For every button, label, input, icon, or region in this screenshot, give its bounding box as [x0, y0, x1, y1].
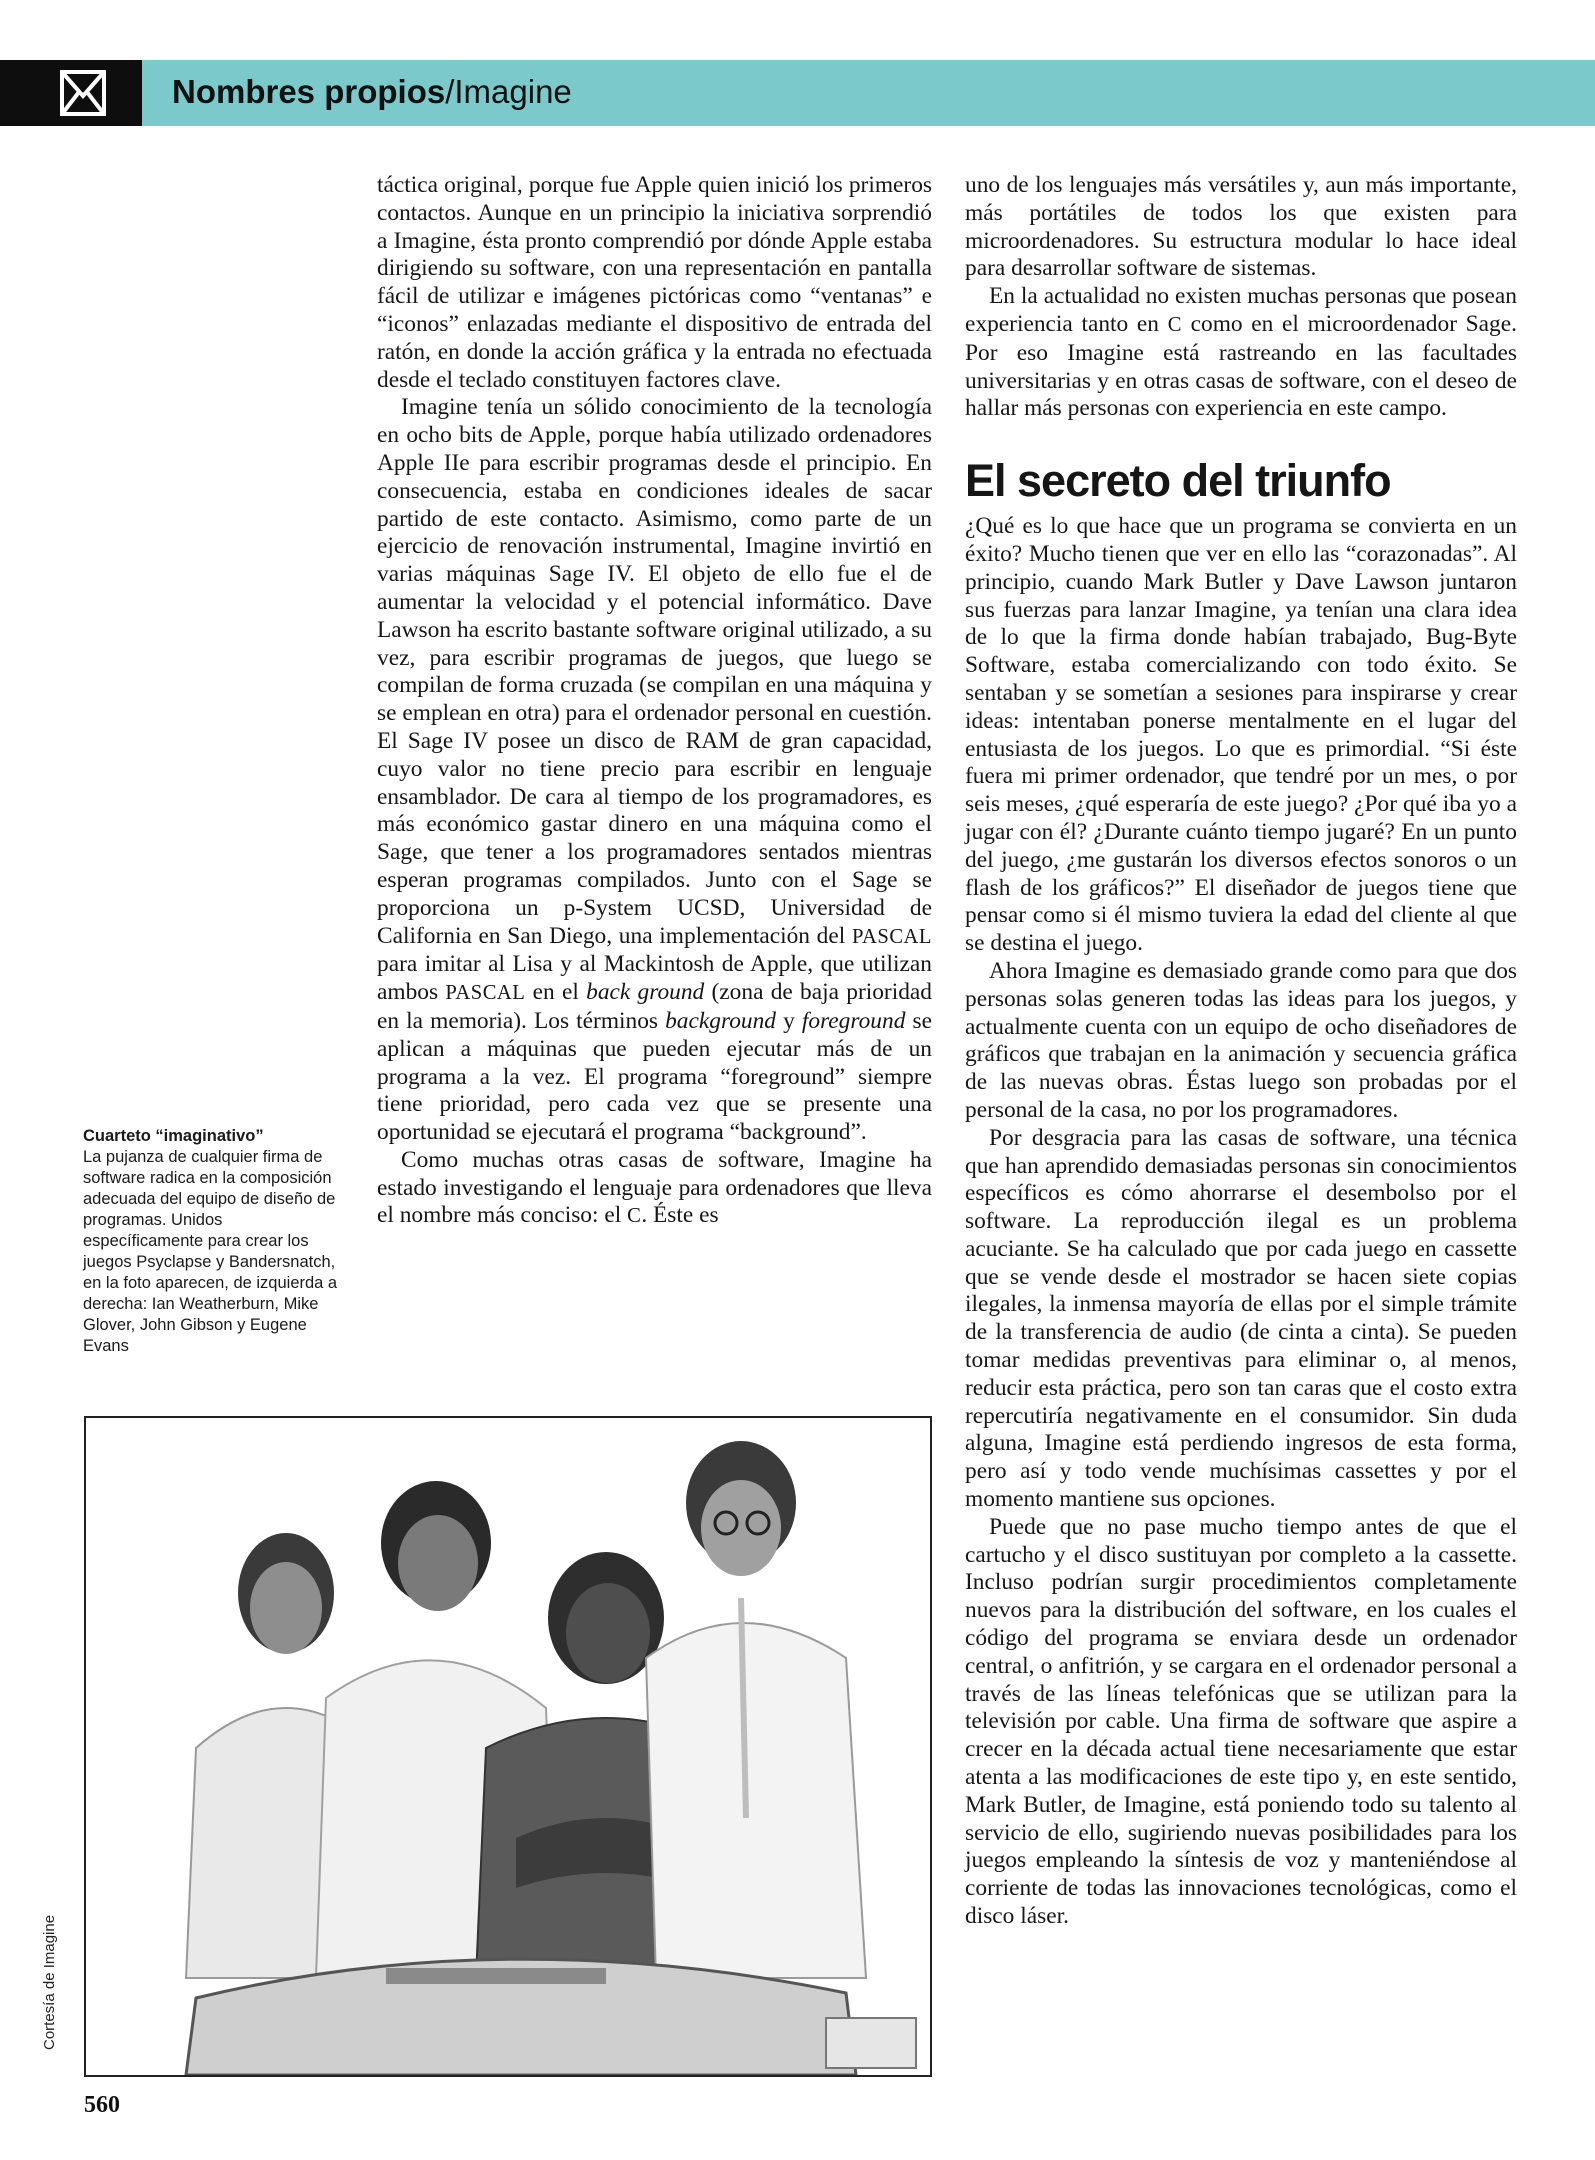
photo-caption — [83, 1126, 345, 1357]
header-subject: Imagine — [454, 73, 572, 110]
inline-term: background — [665, 1007, 776, 1034]
inline-term: PASCAL — [445, 982, 526, 1005]
caption-text: La pujanza de cualquier firma de software radica en la composición adecuada del equipo de diseño de programas. Unidos específicamente para crear los juegos Psyclapse y Bandersnatch, en la foto aparecen, de izquierda a derecha: Ian Weatherburn, Mike Glover, John Gibson y Eugene Evans — [83, 1148, 338, 1355]
header-separator: / — [445, 73, 455, 110]
paragraph-text: Como muchas otras casas de software, Imagine ha estado investigando el lenguaje para ordenadores que lleva el nombre más conciso: el — [377, 1146, 932, 1229]
paragraph-text: Imagine tenía un sólido conocimiento de la tecnología en ocho bits de Apple, porque había utilizado ordenadores Apple IIe para escribir programas desde el principio. En consecuencia, estaba en condiciones ideales de sacar partido de este contacto. Asimismo, como parte de un ejercicio de renovación instrumental, Imagine invirtió en varias máquinas Sage IV. El objeto de ello fue el de aumentar la velocidad y el potencial informático. Dave Lawson ha escrito bastante software original utilizado, a su vez, para escribir programas de juegos, que luego se compilan de forma cruzada (se compilan en una máquina y se emplean en otra) para el ordenador personal en cuestión. El Sage IV posee un disco de RAM de gran capacidad, cuyo valor no tiene precio para escribir en lenguaje ensamblador. De cara al tiempo de los programadores, es más económico gastar dinero en una máquina como el Sage, que tener a los programadores sentados mientras esperan programas compilados. Junto con el Sage se proporciona un p-System UCSD, Universidad de California en San Diego, una implementación del — [377, 394, 932, 949]
paragraph-text: En la actualidad no existen muchas personas que posean experiencia tanto en — [965, 283, 1517, 337]
inline-term: C — [627, 1205, 642, 1228]
section-heading: El secreto del triunfo — [965, 455, 1391, 507]
paragraph-text: en el — [532, 979, 579, 1006]
paragraph: Ahora Imagine es demasiado grande como para que dos personas solas generen todas las ideas para los juegos, y actualmente cuenta con un equipo de ocho diseñadores de gráficos que trabajan en la animación y secuencia gráfica de las nuevas obras. Éstas luego son probadas por el personal de la casa, no por los programadores. — [965, 957, 1517, 1123]
paragraph-text: y — [783, 1007, 795, 1034]
team-photo-illustration — [86, 1418, 930, 2075]
header-title — [172, 67, 572, 117]
header-icon-box — [0, 60, 142, 126]
paragraph — [377, 1147, 932, 1231]
envelope-icon — [60, 70, 106, 116]
header-section: Nombres propios — [172, 73, 446, 110]
inline-term: back ground — [586, 979, 705, 1006]
paragraph-text: para imitar al Lisa y al Mackintosh de Apple, que utilizan ambos — [377, 951, 932, 1006]
caption-title: Cuarteto “imaginativo” — [83, 1127, 264, 1145]
paragraph-text: . Éste es — [641, 1202, 719, 1229]
photo-credit: Cortesía de Imagine — [41, 1914, 58, 2050]
inline-term: C — [1167, 313, 1182, 336]
article-column-right — [965, 172, 1517, 1931]
inline-term: PASCAL — [851, 925, 932, 948]
paragraph — [377, 394, 932, 1147]
paragraph-text: como en el microordenador Sage. Por eso Imagine está rastreando en las facultades universitarias y en otras casas de software, con el deseo de hallar más personas con experiencia en este campo. — [965, 310, 1517, 422]
page-number: 560 — [84, 2092, 120, 2118]
article-column-middle — [377, 172, 932, 1231]
paragraph: táctica original, porque fue Apple quien inició los primeros contactos. Aunque en un principio la iniciativa sorprendió a Imagine, ésta pronto comprendió por dónde Apple estaba dirigiendo su software, con una representación en pantalla fácil de utilizar e imágenes pictóricas como “ventanas” e “iconos” enlazadas mediante el dispositivo de entrada del ratón, en donde la acción gráfica y la entrada no efectuada desde el teclado constituyen factores clave. — [377, 172, 932, 393]
paragraph-text: (zona de baja prioridad en la memoria). Los términos — [377, 979, 932, 1034]
paragraph: Puede que no pase mucho tiempo antes de que el cartucho y el disco sustituyan por completo a la cassette. Incluso podrían surgir procedimientos completamente nuevos para la distribución del software, en los cuales el código del programa se enviara desde un ordenador central, o anfitrión, y se cargara en el ordenador personal a través de las líneas telefónicas que se utilizan para la televisión por cable. Una firma de software que aspire a crecer en la década actual tiene necesariamente que estar atenta a las modificaciones de este tipo y, en este sentido, Mark Butler, de Imagine, está poniendo todo su talento al servicio de ello, sugiriendo nuevas posibilidades para los juegos empleando la síntesis de voz y manteniéndose al corriente de todas las innovaciones tecnológicas, como el disco láser. — [965, 1513, 1517, 1930]
paragraph: uno de los lenguajes más versátiles y, aun más importante, más portátiles de todos los que existen para microordenadores. Su estructura modular lo hace ideal para desarrollar software de sistemas. — [965, 172, 1517, 282]
paragraph: ¿Qué es lo que hace que un programa se convierta en un éxito? Mucho tienen que ver en ello las “corazonadas”. Al principio, cuando Mark Butler y Dave Lawson juntaron sus fuerzas para lanzar Imagine, ya tenían una clara idea de lo que la firma donde habían trabajado, Bug-Byte Software, estaba comercializando con todo éxito. Se sentaban y se sometían a sesiones para inspirarse y crear ideas: intentaban ponerse mentalmente en el lugar del entusiasta de los juegos. Lo que es primordial. “Si éste fuera mi primer ordenador, que tendré por un mes, o por seis meses, ¿qué esperaría de este juego? ¿Por qué iba yo a jugar con él? ¿Durante cuánto tiempo jugaré? En un punto del juego, ¿me gustarán los diversos efectos sonoros o un flash de los gráficos?” El diseñador de juegos tiene que pensar como si él mismo tuviera la edad del cliente al que se destina el juego. — [965, 513, 1517, 957]
paragraph — [965, 283, 1517, 423]
paragraph-text: se aplican a máquinas que pueden ejecutar más de un programa a la vez. El programa “foreground” siempre tiene prioridad, pero cada vez que se presente una oportunidad se ejecutará el programa “background”. — [377, 1007, 932, 1146]
paragraph: Por desgracia para las casas de software, una técnica que han aprendido demasiadas personas sin conocimientos específicos es cómo ahorrarse el desembolso por el software. La reproducción ilegal es un problema acuciante. Se ha calculado que por cada juego en cassette que se vende desde el mostrador se hacen siete copias ilegales, la inmensa mayoría de ellas por el simple trámite de la transferencia de audio (de cinta a cinta). Se pueden tomar medidas preventivas para eliminar o, al menos, reducir esta práctica, pero son tan caras que el costo extra repercutiría negativamente en el consumidor. Sin duda alguna, Imagine está perdiendo ingresos de esta forma, pero así y todo vende muchísimas cassettes y por el momento mantiene sus opciones. — [965, 1124, 1517, 1513]
team-photo — [84, 1416, 932, 2077]
inline-term: foreground — [801, 1007, 906, 1034]
